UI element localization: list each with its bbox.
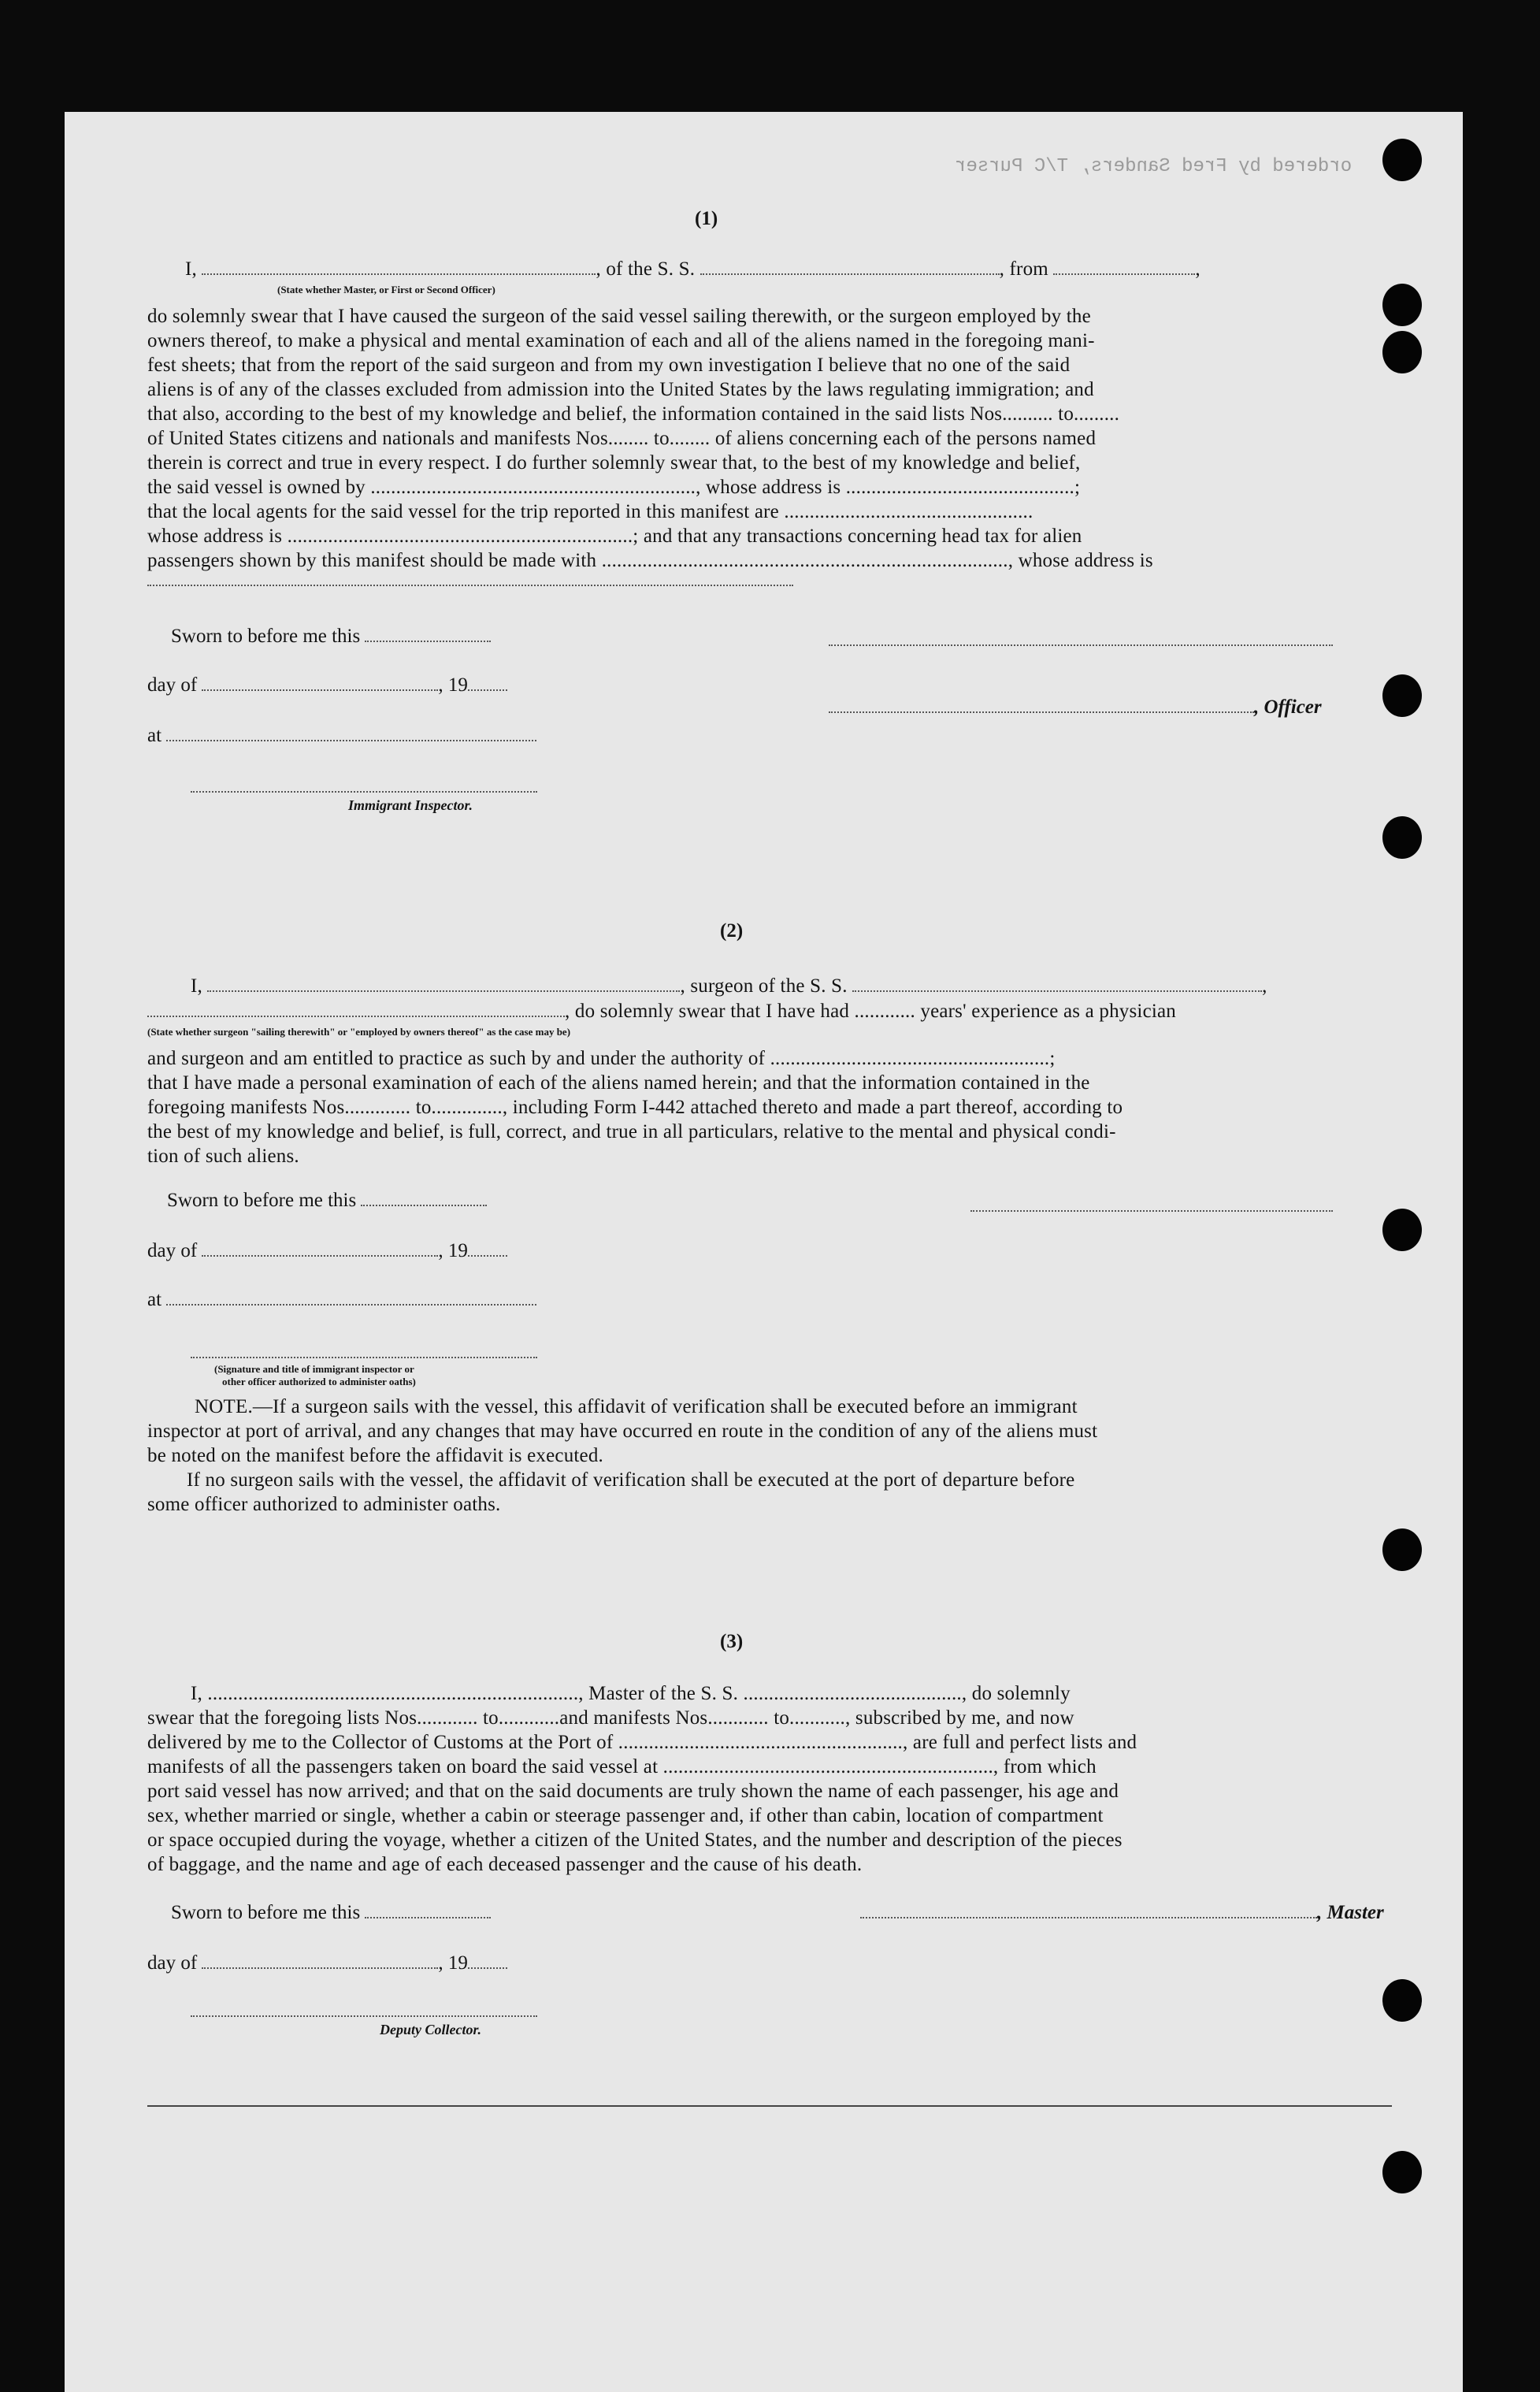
bottom-rule	[147, 2105, 1392, 2107]
section-3-line-4: manifests of all the passengers taken on board the said vessel at ................................................................., from which	[147, 1756, 1097, 1777]
section-1-line-3: fest sheets; that from the report of the said surgeon and from my own investigation I believe that no one of the said	[147, 355, 1071, 376]
section-2-sign-line	[970, 1210, 1333, 1212]
section-3-line-7: or space occupied during the voyage, whether a citizen of the United States, and the number and description of the pieces	[147, 1829, 1123, 1851]
punch-hole	[1382, 2151, 1422, 2193]
section-2-line-2: that I have made a personal examination of each of the aliens named herein; and that the information contained in the	[147, 1072, 1090, 1094]
section-2-inspector-rule	[191, 1357, 537, 1358]
section-1-line-10: whose address is ....................................................................; and that any transactions concerning head tax for alien	[147, 526, 1082, 547]
section-1-day-of: day of , 19	[147, 674, 507, 696]
section-3-line-3: delivered by me to the Collector of Customs at the Port of ........................................................, are full and perfect lists and	[147, 1732, 1137, 1753]
section-1-sign-line-top	[829, 644, 1333, 646]
punch-hole	[1382, 139, 1422, 181]
section-1-line-4: aliens is of any of the classes excluded from admission into the United States by the laws regulating immigration; and	[147, 379, 1094, 400]
section-1-line-8: the said vessel is owned by ................................................................, whose address is .............................................;	[147, 477, 1081, 498]
section-3-master: , Master	[860, 1902, 1384, 1924]
section-2-line-3: foregoing manifests Nos............. to.............., including Form I-442 attached thereto and made a part thereof, according to	[147, 1097, 1123, 1118]
section-3-line-8: of baggage, and the name and age of each deceased passenger and the cause of his death.	[147, 1854, 863, 1875]
affidavit-sheet	[65, 112, 1463, 2392]
section-1-line-11: passengers shown by this manifest should be made with ................................................................................, whose address is	[147, 550, 1153, 571]
section-1-rule	[147, 585, 793, 586]
section-3-line-6: sex, whether married or single, whether a cabin or steerage passenger and, if other than cabin, location of compartment	[147, 1805, 1104, 1826]
section-1-line-7: therein is correct and true in every respect. I do further solemnly swear that, to the best of my knowledge and belief,	[147, 452, 1081, 474]
ghost-text: ⠀	[994, 601, 1007, 621]
punch-hole	[1382, 284, 1422, 326]
section-1-line-1: do solemnly swear that I have caused the surgeon of the said vessel sailing therewith, or the surgeon employed by the	[147, 306, 1091, 327]
caption-master: (State whether Master, or First or Second Officer)	[277, 284, 495, 295]
section-3-collector-rule	[191, 2015, 537, 2017]
sig-caption-1: (Signature and title of immigrant inspector or	[214, 1363, 414, 1375]
caption-surgeon: (State whether surgeon "sailing therewith" or "employed by owners thereof" as the case may be)	[147, 1026, 571, 1038]
punch-hole	[1382, 816, 1422, 859]
section-3-sworn: Sworn to before me this	[171, 1902, 491, 1924]
note-line-2: inspector at port of arrival, and any changes that may have occurred en route in the condition of any of the aliens must	[147, 1421, 1098, 1442]
sig-caption-2: other officer authorized to administer oaths)	[222, 1376, 416, 1387]
deputy-collector-label: Deputy Collector.	[380, 2022, 481, 2037]
punch-hole	[1382, 1979, 1422, 2022]
section-3-day-of: day of , 19	[147, 1952, 507, 1974]
section-1-number: (1)	[695, 208, 718, 229]
section-1-line-2: owners thereof, to make a physical and mental examination of each and all of the aliens named in the foregoing mani-	[147, 330, 1095, 351]
section-3-line-1: I, ........................................................................., Master of the S. S. ..........................................., do solemnly	[191, 1683, 1071, 1704]
punch-hole	[1382, 674, 1422, 717]
section-1-inspector-rule	[191, 791, 537, 793]
section-1-line-9: that the local agents for the said vessel for the trip reported in this manifest are .................................................	[147, 501, 1033, 522]
punch-hole	[1382, 1528, 1422, 1571]
section-2-number: (2)	[720, 920, 744, 942]
note-line-5: some officer authorized to administer oaths.	[147, 1494, 501, 1515]
section-3-line-5: port said vessel has now arrived; and that on the said documents are truly shown the name of each passenger, his age and	[147, 1781, 1119, 1802]
section-2-day-of: day of , 19	[147, 1240, 507, 1262]
immigrant-inspector-label: Immigrant Inspector.	[348, 797, 473, 813]
section-1-line-6: of United States citizens and nationals and manifests Nos........ to........ of aliens concerning each of the persons named	[147, 428, 1097, 449]
ghost-header: ordered by Fred Sanders, T/C Purser	[955, 156, 1353, 177]
section-2-line-1: and surgeon and am entitled to practice as such by and under the authority of .......................................................;	[147, 1048, 1056, 1069]
section-2-sworn: Sworn to before me this	[167, 1190, 487, 1212]
note-line-1: NOTE.—If a surgeon sails with the vessel, this affidavit of verification shall be executed before an immigrant	[195, 1396, 1078, 1417]
section-2-header-line: I, , surgeon of the S. S. ,	[191, 975, 1267, 997]
punch-hole	[1382, 331, 1422, 373]
section-2-at: at	[147, 1289, 536, 1311]
section-1-header-line: I, , of the S. S. , from ,	[185, 258, 1200, 280]
note-line-3: be noted on the manifest before the affidavit is executed.	[147, 1445, 603, 1466]
section-1-at: at	[147, 725, 536, 747]
section-3-number: (3)	[720, 1631, 744, 1652]
section-1-line-5: that also, according to the best of my knowledge and belief, the information contained in the said lists Nos.......... to.........	[147, 403, 1120, 425]
punch-hole	[1382, 1209, 1422, 1251]
section-2-line-5: tion of such aliens.	[147, 1146, 299, 1167]
section-2-years-line: , do solemnly swear that I have had ............ years' experience as a physician	[147, 1001, 1176, 1023]
note-line-4: If no surgeon sails with the vessel, the affidavit of verification shall be executed at the port of departure before	[187, 1469, 1075, 1491]
section-2-line-4: the best of my knowledge and belief, is full, correct, and true in all particulars, relative to the mental and physical condi-	[147, 1121, 1116, 1142]
section-1-sworn: Sworn to before me this	[171, 626, 491, 648]
section-1-officer: , Officer	[829, 696, 1322, 719]
section-3-line-2: swear that the foregoing lists Nos............ to............and manifests Nos............ to..........., subscribed by me, and now	[147, 1707, 1074, 1729]
